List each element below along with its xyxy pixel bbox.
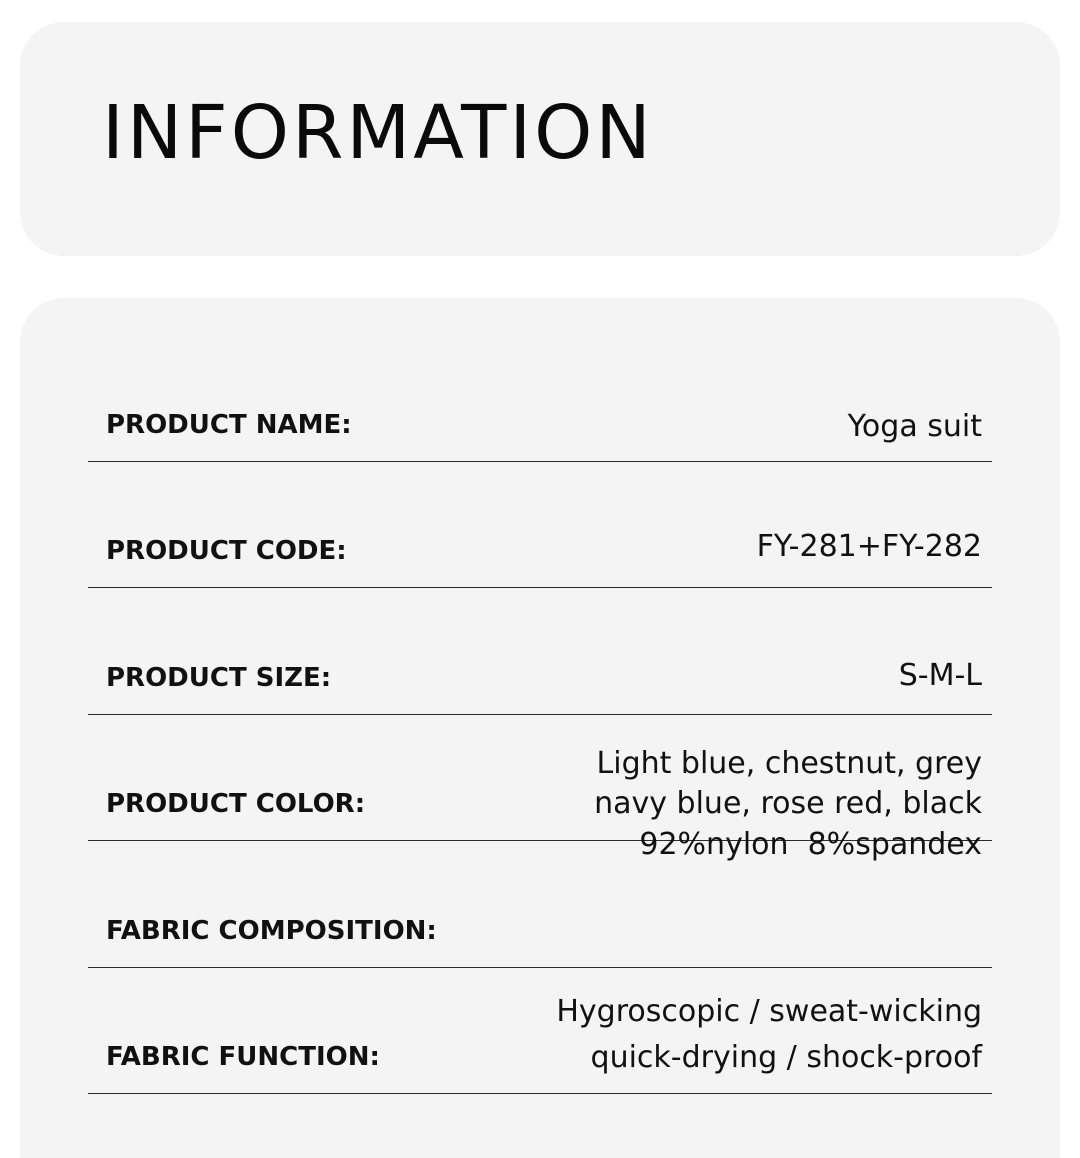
product-name-value-line: Yoga suit <box>847 409 982 444</box>
product-size-value-line: S-M-L <box>898 658 982 693</box>
product-color-label: PRODUCT COLOR: <box>106 788 366 819</box>
product-size-row <box>88 588 992 715</box>
fabric-function-row <box>88 967 992 1094</box>
product-size-value <box>899 656 982 696</box>
product-code-row <box>88 461 992 588</box>
fabric-function-value <box>556 989 982 1081</box>
fabric-composition-value-line: 92%nylon 8%spandex <box>639 827 982 862</box>
fabric-function-value-line-1: Hygroscopic / sweat-wicking <box>556 994 982 1029</box>
fabric-function-label: FABRIC FUNCTION: <box>106 1041 380 1072</box>
product-color-value-line-1: Light blue, chestnut, grey <box>596 746 982 781</box>
fabric-function-value-line-2: quick-drying / shock-proof <box>590 1040 982 1075</box>
product-name-label: PRODUCT NAME: <box>106 409 352 440</box>
header-card <box>20 22 1060 256</box>
product-code-value-line: FY-281+FY-282 <box>756 529 982 564</box>
page-title: INFORMATION <box>102 90 654 176</box>
fabric-composition-row <box>88 827 992 968</box>
product-color-value-line-2: navy blue, rose red, black <box>594 786 982 821</box>
fabric-composition-value <box>639 745 982 945</box>
product-code-value <box>757 527 982 567</box>
product-name-row <box>88 335 992 462</box>
product-name-value <box>848 407 982 447</box>
product-code-label: PRODUCT CODE: <box>106 535 347 566</box>
fabric-composition-label: FABRIC COMPOSITION: <box>106 915 437 946</box>
product-info-card <box>20 298 1060 1158</box>
product-size-label: PRODUCT SIZE: <box>106 662 332 693</box>
